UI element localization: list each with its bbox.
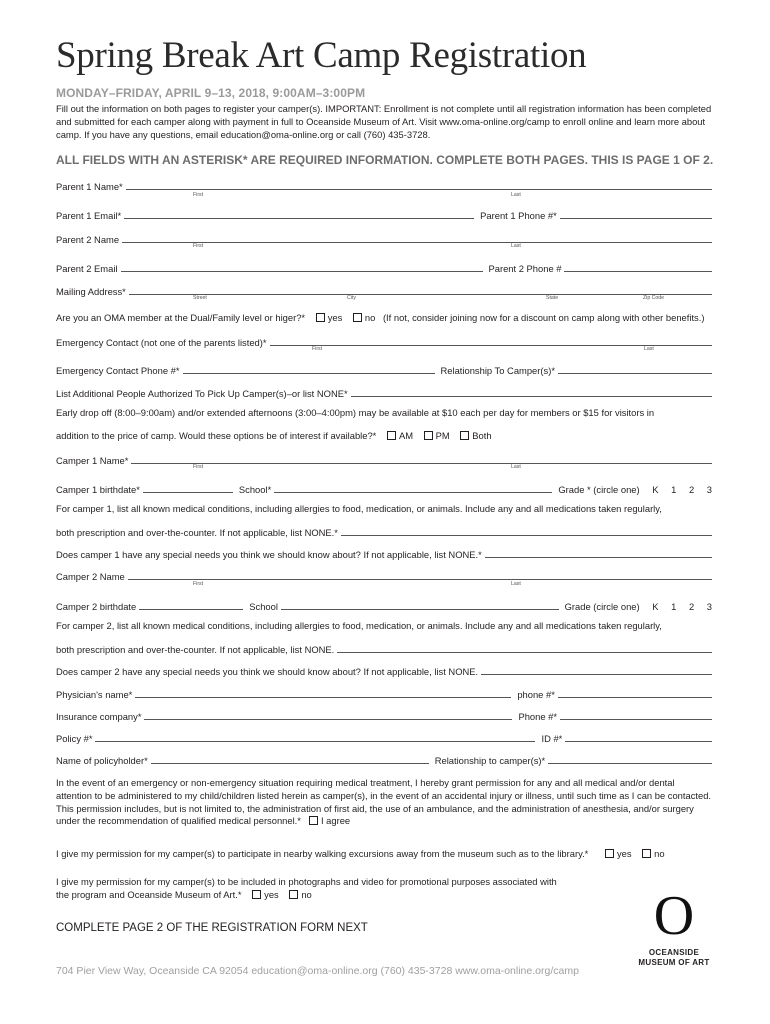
intro-text: Fill out the information on both pages to register your camper(s). IMPORTANT: Enrollment is not complete until all registration information has been completed and submitted for each camper along with payment in full to Oceanside Museum of Art. Visit www.oma-online.org/camp to enroll online and learn more about camp. If you have any questions, email education@oma-online.org or call (760) 435-3728.: [56, 103, 712, 141]
physician-field[interactable]: [135, 687, 511, 698]
camper1-name-row: [56, 452, 712, 466]
camper1-needs-field[interactable]: [485, 547, 712, 558]
camper2-medical-text: For camper 2, list all known medical conditions, including allergies to food, medication, or animals. Include any and all medications taken regularly,: [56, 620, 662, 631]
camper2-school-label: School: [249, 601, 278, 612]
camper2-needs-label: Does camper 2 have any special needs you think we should know about? If not applicable, list NONE.: [56, 666, 479, 677]
policyholder-field[interactable]: [151, 753, 429, 764]
first-sublabel: First: [193, 243, 204, 249]
physician-phone-label: phone #*: [517, 689, 555, 700]
camper1-bday-field[interactable]: [143, 482, 233, 493]
first-sublabel: First: [193, 192, 204, 198]
policyholder-row: [56, 752, 712, 766]
pickup-field[interactable]: [351, 386, 712, 397]
mailing-row: [56, 283, 712, 297]
state-sublabel: State: [546, 295, 559, 301]
camper2-bday-label: Camper 2 birthdate: [56, 601, 137, 612]
last-sublabel: Last: [644, 346, 654, 352]
oma-member-note: (If not, consider joining now for a discount on camp along with other benefits.): [382, 312, 705, 323]
parent1-email-label: Parent 1 Email*: [56, 210, 122, 221]
photo-yes-checkbox[interactable]: [252, 890, 261, 899]
id-field[interactable]: [565, 731, 712, 742]
relationship-campers-field[interactable]: [558, 363, 712, 374]
camper2-needs-row: [56, 663, 712, 677]
last-sublabel: Last: [511, 192, 521, 198]
emergency-contact-field[interactable]: [270, 335, 712, 346]
policyholder-label: Name of policyholder*: [56, 755, 148, 766]
pm-label: PM: [435, 430, 450, 441]
photo-consent-text: I give my permission for my camper(s) to be included in photographs and video for promotional purposes associated with: [56, 876, 557, 887]
both-checkbox[interactable]: [460, 431, 469, 440]
insurance-field[interactable]: [144, 709, 512, 720]
camper1-medical-label: both prescription and over-the-counter. If not applicable, list NONE.*: [56, 527, 338, 538]
camper1-bday-label: Camper 1 birthdate*: [56, 484, 140, 495]
grade-3[interactable]: 3: [706, 601, 712, 612]
walk-no-label: no: [654, 848, 665, 859]
first-sublabel: First: [193, 464, 204, 470]
parent2-email-label: Parent 2 Email: [56, 263, 118, 274]
photo-no-label: no: [301, 889, 312, 900]
insurance-phone-field[interactable]: [560, 709, 712, 720]
parent1-phone-label: Parent 1 Phone #*: [480, 210, 557, 221]
walking-consent: [56, 848, 665, 859]
camper2-medical-row: [56, 641, 712, 655]
policy-field[interactable]: [95, 731, 535, 742]
insurance-label: Insurance company*: [56, 711, 142, 722]
mailing-label: Mailing Address*: [56, 286, 126, 297]
photo-consent-text-2: the program and Oceanside Museum of Art.*: [56, 889, 242, 900]
camper1-medical-text: For camper 1, list all known medical conditions, including allergies to food, medication, or animals. Include any and all medications taken regularly,: [56, 503, 662, 514]
required-banner: ALL FIELDS WITH AN ASTERISK* ARE REQUIRED INFORMATION. COMPLETE BOTH PAGES. THIS IS PAGE 1 OF 2.: [56, 153, 714, 167]
camper2-bday-field[interactable]: [139, 599, 243, 610]
oma-no-checkbox[interactable]: [353, 313, 362, 322]
mailing-field[interactable]: [129, 284, 712, 295]
walk-yes-checkbox[interactable]: [605, 849, 614, 858]
medical-consent: [56, 777, 712, 828]
relationship-camper-field[interactable]: [548, 753, 712, 764]
insurance-row: [56, 708, 712, 722]
emergency-phone-label: Emergency Contact Phone #*: [56, 365, 180, 376]
parent1-name-row: [56, 178, 712, 192]
parent2-contact-row: [56, 260, 712, 274]
zip-sublabel: Zip Code: [643, 295, 665, 301]
camper1-grade: [552, 484, 712, 495]
physician-label: Physician's name*: [56, 689, 133, 700]
emergency-phone-field[interactable]: [183, 363, 435, 374]
camper2-school-field[interactable]: [281, 599, 559, 610]
parent1-contact-row: [56, 207, 712, 221]
pickup-row: [56, 385, 712, 399]
physician-row: [56, 686, 712, 700]
camper1-details-row: [56, 481, 712, 495]
id-label: ID #*: [541, 733, 563, 744]
street-sublabel: Street: [193, 295, 207, 301]
walk-no-checkbox[interactable]: [642, 849, 651, 858]
first-sublabel: First: [193, 581, 204, 587]
pm-checkbox[interactable]: [424, 431, 433, 440]
grade-label: Grade (circle one): [564, 601, 640, 612]
footer-contact: 704 Pier View Way, Oceanside CA 92054 education@oma-online.org (760) 435-3728 www.oma-online.org/camp: [56, 965, 579, 977]
oma-member-row: [56, 312, 704, 323]
camper1-school-field[interactable]: [274, 482, 552, 493]
parent2-name-label: Parent 2 Name: [56, 234, 120, 245]
photo-yes-label: yes: [264, 889, 279, 900]
policy-label: Policy #*: [56, 733, 93, 744]
camper1-name-field[interactable]: [131, 453, 712, 464]
parent1-phone-field[interactable]: [560, 208, 712, 219]
pickup-label: List Additional People Authorized To Pick Up Camper(s)–or list NONE*: [56, 388, 348, 399]
parent2-phone-label: Parent 2 Phone #: [488, 263, 562, 274]
photo-no-checkbox[interactable]: [289, 890, 298, 899]
relationship-camper-label: Relationship to camper(s)*: [434, 755, 546, 766]
grade-1[interactable]: 1: [671, 484, 677, 495]
emergency-contact-label: Emergency Contact (not one of the parents listed)*: [56, 337, 267, 348]
camp-dates: MONDAY–FRIDAY, APRIL 9–13, 2018, 9:00AM–3:00PM: [56, 86, 366, 100]
city-sublabel: City: [347, 295, 356, 301]
oma-yes-checkbox[interactable]: [316, 313, 325, 322]
i-agree-checkbox[interactable]: [309, 816, 318, 825]
emergency-phone-row: [56, 362, 712, 376]
both-label: Both: [472, 430, 492, 441]
emergency-contact-row: [56, 334, 712, 348]
parent2-name-row: [56, 231, 712, 245]
am-label: AM: [398, 430, 414, 441]
grade-k[interactable]: K: [652, 601, 659, 612]
grade-label: Grade * (circle one): [558, 484, 640, 495]
grade-3[interactable]: 3: [706, 484, 712, 495]
photo-consent: [56, 889, 312, 900]
camper1-needs-label: Does camper 1 have any special needs you think we should know about? If not applicable, list NONE.*: [56, 549, 482, 560]
first-sublabel: First: [312, 346, 323, 352]
logo-line-2: MUSEUM OF ART: [638, 958, 710, 967]
oma-yes-label: yes: [327, 312, 343, 323]
policy-row: [56, 730, 712, 744]
parent2-email-field[interactable]: [121, 261, 483, 272]
camper1-medical-field[interactable]: [341, 525, 712, 536]
walking-consent-text: I give my permission for my camper(s) to participate in nearby walking excursions away from the museum such as to the library.*: [56, 848, 589, 859]
medical-consent-text: In the event of an emergency or non-emergency situation requiring medical treatment, I hereby grant permission for any and all medical and/or dental attention to be administered to my child/children listed herein as camper(s), in the event of an accidental injury or illness, until such time as I can be contacted. This permission includes, but is not limited to, the administration of first aid, the use of an ambulance, and the administration of anesthesia, and/or surgery under the recommendation of qualified medical personnel.*: [56, 777, 712, 827]
camper1-medical-row: [56, 524, 712, 538]
camper2-medical-label: both prescription and over-the-counter. If not applicable, list NONE.: [56, 644, 335, 655]
camper2-name-field[interactable]: [128, 569, 712, 580]
parent1-name-field[interactable]: [126, 179, 712, 190]
camper2-name-row: [56, 568, 712, 582]
insurance-phone-label: Phone #*: [518, 711, 558, 722]
camper1-name-label: Camper 1 Name*: [56, 455, 129, 466]
physician-phone-field[interactable]: [558, 687, 712, 698]
camper2-medical-field[interactable]: [337, 642, 712, 653]
camper2-grade: [559, 601, 712, 612]
camper2-details-row: [56, 598, 712, 612]
last-sublabel: Last: [511, 464, 521, 470]
camper1-needs-row: [56, 546, 712, 560]
last-sublabel: Last: [511, 581, 521, 587]
grade-2[interactable]: 2: [688, 484, 695, 495]
museum-logo: [624, 885, 724, 968]
parent1-name-label: Parent 1 Name*: [56, 181, 123, 192]
page-title: Spring Break Art Camp Registration: [56, 35, 587, 76]
walk-yes-label: yes: [616, 848, 632, 859]
grade-1[interactable]: 1: [671, 601, 677, 612]
parent2-name-field[interactable]: [122, 232, 712, 243]
logo-letter: O: [653, 885, 695, 947]
logo-line-1: OCEANSIDE: [648, 948, 700, 957]
parent1-email-field[interactable]: [124, 208, 474, 219]
grade-k[interactable]: K: [652, 484, 659, 495]
early-dropoff-options: [56, 430, 492, 441]
am-checkbox[interactable]: [387, 431, 396, 440]
oma-no-label: no: [364, 312, 376, 323]
camper2-needs-field[interactable]: [481, 664, 712, 675]
i-agree-label: I agree: [320, 815, 351, 827]
oma-member-question: Are you an OMA member at the Dual/Family level or higer?*: [56, 312, 306, 323]
early-dropoff-question: addition to the price of camp. Would these options be of interest if available?*: [56, 430, 377, 441]
last-sublabel: Last: [511, 243, 521, 249]
grade-2[interactable]: 2: [688, 601, 695, 612]
camper1-school-label: School*: [238, 484, 272, 495]
relationship-campers-label: Relationship To Camper(s)*: [440, 365, 555, 376]
complete-page-2-note: COMPLETE PAGE 2 OF THE REGISTRATION FORM NEXT: [56, 922, 368, 934]
early-dropoff-text: Early drop off (8:00–9:00am) and/or extended afternoons (3:00–4:00pm) may be available at $10 each per day for members or $15 for visitors in: [56, 407, 655, 418]
parent2-phone-field[interactable]: [564, 261, 712, 272]
camper2-name-label: Camper 2 Name: [56, 571, 125, 582]
